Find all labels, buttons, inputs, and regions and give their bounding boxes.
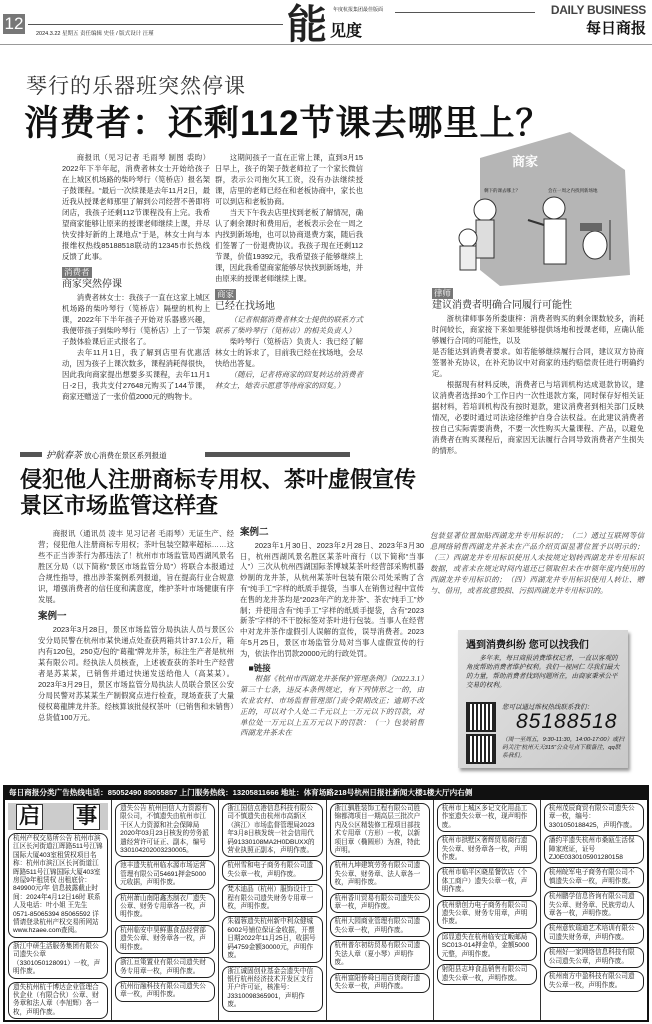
brand-english: DAILY BUSINESS <box>550 3 646 17</box>
paragraph: 消费者林女士：我孩子一直在这家上城区机场路的柴吟琴行（笕桥店）隔壁的机构上课，2022年下半年孩子开始对乐器感兴趣，我便带孩子到柴吟琴行（笕桥店）上了一节架子鼓体验课后正式报名了。 <box>62 293 210 346</box>
classified-ads-bar: 每日商报分类广告热线电话：85052490 85055857 上门服务热线：13205811666 地址：体育场路218号杭州日报社新闻大楼1楼大厅内右侧 <box>3 785 649 800</box>
section-tagline: 年度杭报集团最佳版面 <box>333 7 384 13</box>
case-title: 案例一 <box>38 611 67 622</box>
ad-notice: 杭州临安申昊鲜惠食品经营部遗失公章、财务章各一枚，声明作废。 <box>115 925 215 954</box>
qr-code-icon[interactable] <box>466 702 496 732</box>
paragraph: 根据现有材料反映，消费者已与培训机构达成退款协议，建议消费者选择30个工作日内一次性退款方案，同时保存好相关证据材料，若培训机构没有按时退款，建议消费者到相关部门反映情况，必要时通过司法途径维护自身合法权益。在此建议消费者按自己实际需要消费，不要一次性购买大量课程、产品，以避免消费者在购买课程后，商家因无法履行合同导致消费者产生损失的情形。 <box>432 380 644 455</box>
ad-column <box>541 800 647 1020</box>
ad-notice: 遗失杭州杭千博达企业管理合伙企业（有限合伙）公章、财务章和法人章（李旭辉）各一枚，声明作废。 <box>8 982 108 1020</box>
banner-bar <box>205 452 350 457</box>
paragraph: 去年11月1日，我了解到店里有优惠活动，因为孩子上课次数多，课程消耗得很快，因此我向商家提出想要多买课程，去年11月1日-2日，我共支付27648元购买了144节课，商家还赠送了一张价值2000元的购物卡。 <box>62 348 210 401</box>
ad-notice: 杭州市上城区多记文化用品工作室遗失公章一枚，现声明作废。 <box>437 803 537 832</box>
qr-code-icon[interactable] <box>466 734 496 764</box>
article2-column-3 <box>430 530 644 596</box>
ad-notice: 杭州九坤建筑劳务有限公司遗失公章、财务章、法人章各一枚，声明作废。 <box>330 860 430 889</box>
child-figure <box>459 229 477 270</box>
ad-notice: 遗失公告 杭州回信人力资源有限公司，不慎遗失由杭州市江干区人力资源和社会保障局2020年03月23日核发的劳务派遣经营许可证正、副本，编号330104202003230005。 <box>115 803 215 857</box>
article2-column-1 <box>38 528 234 723</box>
article1-subtitle: 琴行的乐器班突然停课 <box>26 75 246 98</box>
paragraph: 根据《杭州市西湖龙井茶保护管理条例》（2022.3.1）第三十七条，违反本条例规定，有下列情形之一的，由农业农村、市场监督管理部门责令限期改正；逾期不改正的，可以对个人处二千元以上一万元以下的罚款，对单位处一万元以上五万元以下的罚款：（一）包装销售西湖龙井茶未在 <box>240 674 424 738</box>
ad-notice: 浙江国信点港信息科技有限公司不慎遗失由杭州市高新区（滨江）市场监督管理局2023年3月8日核发统一社会信用代码91330108MA2H0DBUXX的营业执照正副本，声明作废。 <box>222 803 322 857</box>
ad-notice: 浙江中研生活服务集团有限公司遗失公章（3301050128091）一枚，声明作废。 <box>8 941 108 979</box>
ad-notice: 朱福蓉遗失杭州新中利众健城6002号铺位保证金收据，开票日期2022年11月25日，收据号码4759金额30000元，声明作废。 <box>222 916 322 962</box>
complaint-hotline-note <box>458 630 628 768</box>
ad-notice: 杭州雪和电子商务有限公司遗失公章一枚，声明作废。 <box>222 860 322 881</box>
ad-notice: 杭州鹏学信息咨询有限公司遗失公章、财务章、民族劳动人章各一枚，声明作废。 <box>544 891 644 920</box>
dateline: 2024.3.22 星期五 责任编辑 史佳 / 版式设计 汪瑾 <box>36 31 154 37</box>
paragraph: 浙杭律师事务所娄康梓：消费者购买的剩余课数较多，消耗时间较长，商家接下来如果能够提供场地和授课老师，应确认能够履行合同的可能性，以及 <box>432 314 644 345</box>
article1-column-3 <box>432 288 644 456</box>
section-logo: 能 <box>287 2 327 47</box>
paragraph: 柴吟琴行（笕桥店）负责人：我已经了解林女士的诉求了，目前我已经在找场地，会尽快给出答复。 <box>215 337 363 368</box>
paragraph: 当天下午我去店里找到老板了解情况，确认了剩余课时和费用后，老板表示会在一周之内找到新场地，也可以协商退费方案，随后我们签署了一份退费协议。我孩子现在还剩112节课，价值19392元，我希望孩子能够继续上课，因此我希望商家能够尽快找到新场地，并由原来的授课老师继续上课。 <box>215 208 363 283</box>
shop-sign-text: 商家 <box>512 154 539 169</box>
illustration <box>440 120 652 288</box>
ad-notice: 杭州普尔初纺贸易有限公司遗失法人章（夏小琴）声明作废。 <box>330 940 430 969</box>
section-tag-consumer: 消费者 <box>64 267 90 277</box>
ad-column <box>219 800 326 1020</box>
editor-note: （随后，记者将商家的回复转达给消费者林女士，她表示愿意等待商家的回复。） <box>215 370 363 390</box>
ad-notice: 杭州市拱墅区奢辉贸易商行遗失公章、财务章各一枚，声明作废。 <box>437 835 537 864</box>
paragraph: 2023年1月30日、2023年2月28日、2023年3月30日，杭州西湖风景名胜区某茶叶商行（以下简称“当事人”）三次从杭州西湖国际茶博城某茶叶经营部采购机器炒制的龙井茶，从杭州某茶叶包装有限公司处采购了含有“纯手工”字样的纸质手提袋，当事人在销售过程中宣传在售的龙井茶均是“2023年产的龙井茶”、茶农“纯手工”炒制；并使用含有“纯手工”字样的纸质手提袋，含有“2023新茶”字样的不干胶标签对茶叶进行包装。当事人在经营中对龙井茶作虚假引人误解的宣传，误导消费者。2023年5月25日，景区市场监管分局对当事人虚假宣传的行为，依法作出罚款20000元的行政处罚。 <box>240 540 424 658</box>
brand-chinese: 每日商报 <box>585 21 646 37</box>
ad-notice: 浙江亘策置业有限公司遗失财务专用章一枚，声明作废。 <box>115 957 215 978</box>
ad-notice: 池丰遗失杭州临水源市场运营管理有限公司54691押金5000元收据，声明作废。 <box>115 860 215 889</box>
ad-notice: 杭州好一家网络信息科技有限公司遗失公章，声明作废。 <box>544 947 644 968</box>
page-number: 12 <box>4 14 24 33</box>
ad-notice: 杭州意钦瑞迪艺术培训有限公司遗失财务章，声明作废。 <box>544 923 644 944</box>
notices-header-char: 事 <box>73 804 100 830</box>
article1-headline: 消费者：还剩112节课去哪里上？ <box>24 104 552 143</box>
ad-notice: 杭州香川贸易有限公司遗失公章一枚，声明作废。 <box>330 893 430 914</box>
ad-column <box>327 800 434 1020</box>
article2-headline <box>20 467 416 519</box>
hotline-number: 85188518 <box>516 710 618 733</box>
series-name: 放心消费在景区系列报道 <box>84 451 167 460</box>
editor-note: （记者根据消费者林女士提供的联系方式联系了柴吟琴行（笕桥店）的相关负责人） <box>215 315 363 335</box>
section-title: 建议消费者明确合同履行可能性 <box>432 300 572 311</box>
series-label <box>46 448 167 461</box>
ad-column <box>112 800 219 1020</box>
ad-notice: 浙江驷胜装饰工程有限公司胜锦都湾项目一期高层三批次户内及公区精装修工程项目部技术专用章（方形）一枚，以新项目章（椭圆形）为准，特此声明。 <box>330 803 430 857</box>
ad-notice: 杭州萧山南阳鑫杰制衣厂遗失公章、财务专用章各一枚，声明作废。 <box>115 893 215 922</box>
ad-column <box>434 800 541 1020</box>
ad-notice: 杭州衍融科技有限公司遗失公章一枚，声明作废。 <box>115 981 215 1002</box>
article2-column-2 <box>240 528 424 739</box>
series-logo: 护航春茶 <box>46 450 83 460</box>
ad-notice: 杭州产权交易所公告 杭州市滨江区长河街道江晖路511号江锦国际大厦403室租赁权项目名称：杭州市滨江区长河街道江晖路511号江锦国际大厦403室房屋9年租赁权 出租底价：849900元/年 信息披露截止时间：2024年4月12日16时 联系人及电话：叶小姐 王先生 0571-85065394 85065592 详情请登录杭州产权交易所网站www.hzaee.com查阅。 <box>8 833 108 938</box>
article2-lead: 商报讯（通讯员 凌丰 见习记者 毛雨琴）无证生产、经营；侵犯他人注册商标专用权；茶叶包装空隙率超标……这些不正当涉茶行为都违法了！杭州市市场监管局西湖风景名胜区分局（以下简称“景区市场监管分局”）将联合本报通过合规性指导，推出涉茶案例系列报道，旨在提高行业合规意识，增强消费者的信任度和满意度，维护茶叶市场健康有序发展。 <box>38 529 234 604</box>
article1-lead: 商报讯（见习记者 毛雨琴 制图 裘昀）2022年下半年起，消费者林女士开始给孩子在上城区机场路的柴吟琴行（笕桥店）报名架子鼓课程。“最后一次续课是去年11月2日，最近我从授课老师那里了解到公司经营不善即将闭店，我孩子还剩112节课程没有上完。我希望商家能够让原来的授课老师继续上课，并尽快安排好新的上课地点”于是，林女士向与本报维权热线85188518联动的12345市长热线反馈了此事。 <box>62 153 210 261</box>
link-title: ■链接 <box>248 662 271 673</box>
hotline-hours: （周一至周五，9:30-11:30，14:00-17:00）或扫码关注“杭州天天315”公众号点下载备注，qq联系我们。 <box>502 737 624 759</box>
ad-column <box>5 800 112 1020</box>
ad-notice: 浙江诚固创业基金会遗失中信银行杭州经济技术开发区支行开户许可证，核准号：J3310098365901，声明作废。 <box>222 966 322 1012</box>
owner-speech: 会在一周之内找到新场地 <box>548 188 598 193</box>
section-tag-lawyer: 律师 <box>434 288 452 298</box>
header-rule <box>28 24 283 25</box>
headline-line: 侵犯他人注册商标专用权、茶叶虚假宣传 <box>20 467 417 492</box>
banner-bar <box>20 452 42 457</box>
parent-figure <box>474 199 496 258</box>
classified-ads <box>3 800 649 1022</box>
paragraph: 2023年3月28日，景区市场监管分局执法人员与景区公安分局民警在杭州市某快递点处查获两箱共计37.1公斤，箱内有120包，250克/包的“葛龍”牌龙井茶，标注生产者是杭州某有限公司。经执法人员核查，上述被查获的茶叶生产经营者是苏某某，已销售并通过快递发送给他人（高某某）。2023年3月29日，景区市场监管分局执法人员联合景区公安分局民警对苏某某生产制假窝点进行检查，现场查获了大量侵权葛龍牌龙井茶。经核算该批侵权茶叶（已销售和未销售）总货值100万元。 <box>38 625 234 722</box>
section-name: 见度 <box>330 23 363 40</box>
article1-column-2 <box>215 152 363 391</box>
notices-header <box>8 803 108 830</box>
ad-notice: 梵木迪品（杭州）服饰设计工程有限公司遗失财务专用章一枚，声明作废。 <box>222 884 322 913</box>
article1-column-1 <box>62 152 210 402</box>
ad-notice: 潘约平遗失杭州市桑瓯生活保障家庭证，证号ZJ0E0330105901280158 <box>544 835 644 864</box>
case-title: 案例二 <box>240 527 269 538</box>
header-rule <box>395 12 535 13</box>
ad-notice: 杭州市临平区晓星餐饮店（个体工商户）遗失公章一枚，声明作废。 <box>437 867 537 896</box>
section-tag-merchant: 商家 <box>217 289 235 299</box>
paragraph: 这期间孩子一直在正常上课，直到3月15日早上，孩子的架子鼓老师拉了一个家长微信群，表示公司拖欠其工资，没有办法继续授课，店里的老师已经在和老板协商中，家长也可以到店和老板协商。 <box>215 153 363 206</box>
ad-notice: 杭州南方中盈科技有限公司遗失公章一枚，声明作废。 <box>544 971 644 992</box>
note-title: 遇到消费纠纷 您可以找我们 <box>466 640 589 651</box>
ad-notice: 杭州茂辰商贸有限公司遗失公章一枚，编号：3301050188425，声明作废。 <box>544 803 644 832</box>
notices-header-char: 启 <box>16 804 43 830</box>
section-title: 商家突然停课 <box>62 279 122 290</box>
ad-notice: 邱显遗失在杭州临安宜畈邮局SC013-014押金单，金额5000元整，声明作废。 <box>437 932 537 961</box>
ad-notice: 杭州皖军电子商务有限公司不慎遗失公章一枚，声明作废。 <box>544 867 644 888</box>
paragraph: 是否能达到消费者要求。如若能够继续履行合同，建议双方协商签署补充协议，在补充协议中对商家的违约赔偿责任进行明确约定。 <box>432 347 644 378</box>
ad-notice: 杭州鼎创力电子商务有限公司遗失公章、财务专用章，声明作废。 <box>437 900 537 929</box>
parent-speech: 剩下的课去哪上？ <box>484 188 520 193</box>
paragraph: 包装显著位置加贴西湖龙井专用标识的；（二）通过互联网等信息网络销售西湖龙井茶未在产品介绍页面显著位置予以明示的；（三）西湖龙井专用标识使用人未按规定划转西湖龙井专用标识数据，或者未在规定时间内退还已领取但未在申领年度内使用的西湖龙井专用标识的；（四）西湖龙井专用标识使用人转让、赠与、借用，或者故意毁损、污损西湖龙井专用标识的。 <box>430 531 644 595</box>
series-banner <box>20 449 330 459</box>
ad-notice: 杭州富阳侨舜日用百货商行遗失公章一枚，声明作废。 <box>330 973 430 994</box>
section-title: 已经在找场地 <box>215 301 275 312</box>
ad-notice: 杭州大园商业管理有限公司遗失公章一枚，声明作废。 <box>330 916 430 937</box>
headline-line: 景区市场监管这样查 <box>20 493 219 518</box>
note-body: 多年来，每日商报消费维权记者，一直以客观的角度帮助消费者维护权利。我们一视同仁 尽我们最大的力量，帮助消费者找到问题所在，由商家秉承公平交易的权利。 <box>466 655 620 689</box>
ad-notice: 射阳县志坤食品销售有限公司遗失公章一枚，声明作废。 <box>437 964 537 985</box>
contact-label: 您可以通过维权热线联系我们： <box>502 704 593 711</box>
